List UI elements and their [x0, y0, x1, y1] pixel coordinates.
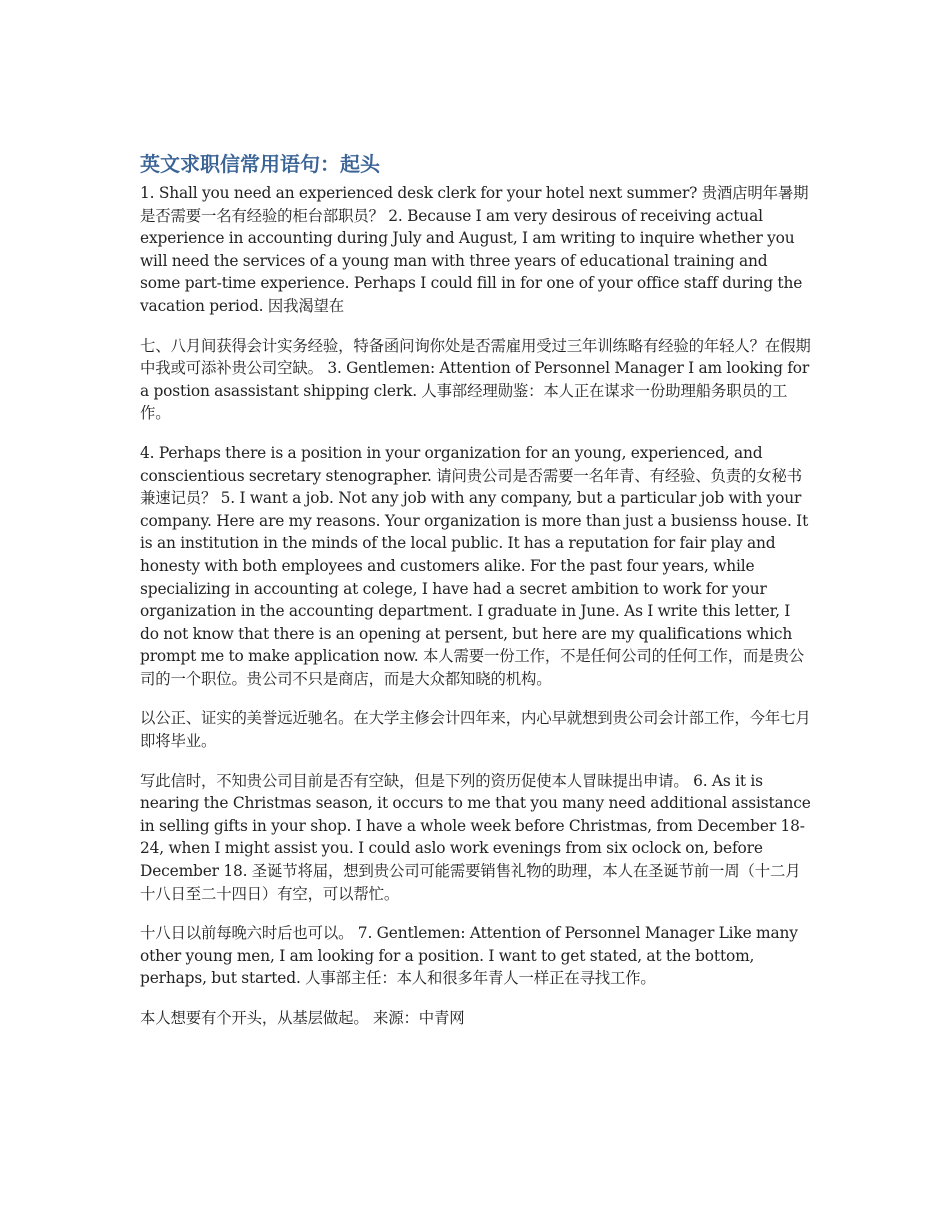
paragraph: 以公正、证实的美誉远近驰名。在大学主修会计四年来，内心早就想到贵公司会计部工作，今年七月即将毕业。	[140, 709, 811, 751]
document-page	[140, 148, 812, 1047]
paragraph: 十八日以前每晚六时后也可以。 7. Gentlemen: Attention of Personnel Manager Like many other young men, I am looking for a position. I want to get stated, at the bottom, perhaps, but started. 人事部主任：本人和很多年青人一样正在寻找工作。	[140, 924, 798, 988]
paragraph: 写此信时，不知贵公司目前是否有空缺，但是下列的资历促使本人冒昧提出申请。 6. As it is nearing the Christmas season, it occurs to me that you many need additional assistance in selling gifts in your shop. I have a whole week before Christmas, from December 18-24, when I might assist you. I could aslo work evenings from six oclock on, before December 18. 圣诞节将届，想到贵公司可能需要销售礼物的助理，本人在圣诞节前一周（十二月十八日至二十四日）有空，可以帮忙。	[140, 771, 811, 903]
document-title: 英文求职信常用语句：起头	[140, 152, 380, 176]
paragraph: 4. Perhaps there is a position in your organization for an young, experienced, and conscientious secretary stenographer. 请问贵公司是否需要一名年青、有经验、负责的女秘书兼速记员？ 5. I want a job. Not any job with any company, but a particular job with your company. Here are my reasons. Your organization is more than just a busienss house. It is an institution in the minds of the local public. It has a reputation for fair play and honesty with both employees and customers alike. For the past four years, while specializing in accounting at colege, I have had a secret ambition to work for your organization in the accounting department. I graduate in June. As I write this letter, I do not know that there is an opening at persent, but here are my qualifications which prompt me to make application now. 本人需要一份工作，不是任何公司的任何工作，而是贵公司的一个职位。贵公司不只是商店，而是大众都知晓的机构。	[140, 443, 809, 688]
paragraph: 七、八月间获得会计实务经验，特备函问询你处是否需雇用受过三年训练略有经验的年轻人？在假期中我或可添补贵公司空缺。 3. Gentlemen: Attention of Personnel Manager I am looking for a postion asassistant shipping clerk. 人事部经理勋鉴：本人正在谋求一份助理船务职员的工作。	[140, 336, 811, 423]
paragraph: 本人想要有个开头，从基层做起。 来源：中青网	[140, 1009, 465, 1027]
paragraph: 1. Shall you need an experienced desk clerk for your hotel next summer? 贵酒店明年暑期是否需要一名有经验的柜台部职员？ 2. Because I am very desirous of receiving actual experience in accounting during July and August, I am writing to inquire whether you will need the services of a young man with three years of educational training and some part-time experience. Perhaps I could fill in for one of your office staff during the vacation period. 因我渴望在	[140, 184, 809, 315]
